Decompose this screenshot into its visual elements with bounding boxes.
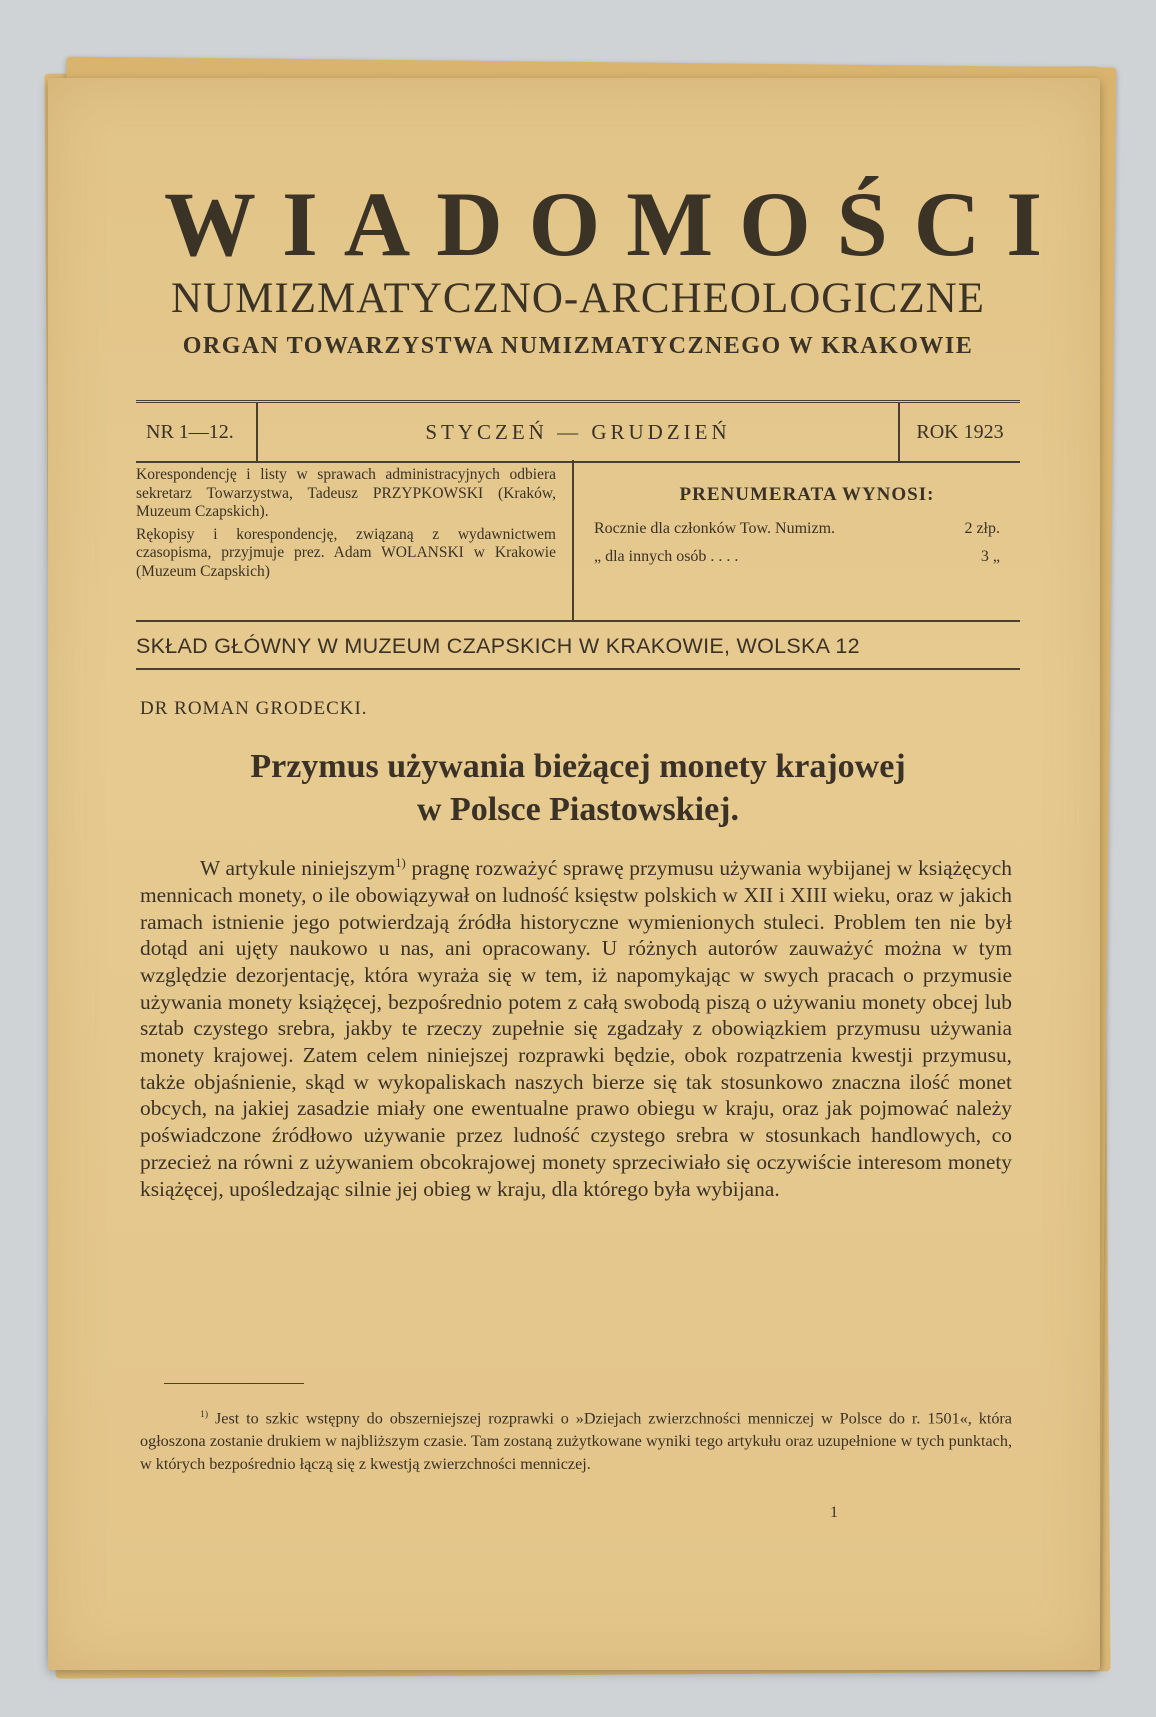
footnote-divider [164,1383,304,1384]
article-author: DR ROMAN GRODECKI. [140,698,368,719]
article-body [140,850,1012,1202]
article-body-rest: pragnę rozważyć sprawę przymusu używania wybijanej w książęcych mennicach monety, o ile obowiązywał on ludność księstw polskich w XII i XIII wieku, oraz w jakich ramach istnienie jego potwierdzają źródła historyczne wymienionych stuleci. Problem ten nie był dotąd ani ujęty naukowo u nas, ani opracowany. U różnych autorów zauważyć można w tym względzie dezorjentację, która wyraża się w tem, iż napomykając w swych pracach o przymusie używania monety książęcej, bezpośrednio potem z całą swobodą piszą o używaniu monety obcej lub sztab czystego srebra, jakby te rzeczy zupełnie się zgadzały z obowiązkiem przymusu używania monety krajowej. Zatem celem niniejszej rozprawki będzie, obok rozpatrzenia kwestji przymusu, także objaśnienie, skąd w wykopaliskach naszych bierze się tak stosunkowo znaczna ilość monet obcych, na jakiej zasadzie miały one ewentualne prawo obiegu w kraju, oraz jak pojmować należy poświadczone źródłowo używanie przez ludność czystego srebra w stosunkach handlowych, co przecież na równi z używaniem obcokrajowej monety sprzeciwiało się oczywiście interesom monety książęcej, upośledzając silnie jej obieg w kraju, dla którego była wybijana. [140,856,1012,1201]
depot-address: SKŁAD GŁÓWNY W MUZEUM CZAPSKICH W KRAKOWIE, WOLSKA 12 [136,624,1020,670]
issue-bar [136,400,1020,463]
subscription-members-label: Rocznie dla członków Tow. Numizm. [594,520,836,537]
issue-year: ROK 1923 [898,403,1020,461]
footnote-reference: 1) [395,856,406,870]
subscription-row-members [594,520,1020,538]
subscription-others-price: 3 „ [980,548,1000,565]
journal-subtitle: NUMIZMATYCZNO-ARCHEOLOGICZNE [171,275,985,322]
article-title-line-2: w Polsce Piastowskiej. [416,790,739,828]
journal-organ-line: ORGAN TOWARZYSTWA NUMIZMATYCZNEGO W KRAKOWIE [182,333,974,359]
journal-title: WIADOMOŚCI [164,173,1069,275]
article-body-start: W artykule niniejszym [200,856,396,881]
subscription-heading: PRENUMERATA WYNOSI: [679,484,935,505]
issue-months: STYCZEŃ — GRUDZIEŃ [425,419,731,444]
footnote-marker: 1) [200,1409,209,1420]
subscription-others-label: „ dla innych osób . . . . [594,548,739,565]
document-page [48,78,1100,1670]
correspondence-note-editorial: Rękopisy i korespondencję, związaną z wydawnictwem czasopisma, przyjmuje prez. Adam WOLANSKI w Krakowie (Muzeum Czapskich) [136,525,556,580]
page-number: 1 [830,1504,838,1521]
article-title-line-1: Przymus używania bieżącej monety krajowej [250,748,906,785]
article-title [128,746,1028,831]
footnote [140,1403,1012,1476]
subscription-row-others [594,548,1020,566]
info-box [136,460,1020,622]
correspondence-note-admin: Korespondencję i listy w sprawach administracyjnych odbiera sekretarz Towarzystwa, Tadeusz PRZYPKOWSKI (Kraków, Muzeum Czapskich). [136,466,556,521]
issue-number: NR 1—12. [136,403,258,461]
subscription-box [574,460,1020,620]
correspondence-notes [136,460,574,620]
subscription-members-price: 2 złp. [964,520,1000,537]
masthead [138,173,1069,360]
footnote-text: Jest to szkic wstępny do obszerniejszej rozprawki o »Dziejach zwierzchności menniczej w Polsce do r. 1501«, która ogłoszona zostanie drukiem w najbliższym czasie. Tam zostaną zużytkowane wyniki tego artykułu oraz uzupełnione w tych punktach, w których bezpośrednio łączą się z kwestją zwierzchności menniczej. [140,1409,1012,1474]
